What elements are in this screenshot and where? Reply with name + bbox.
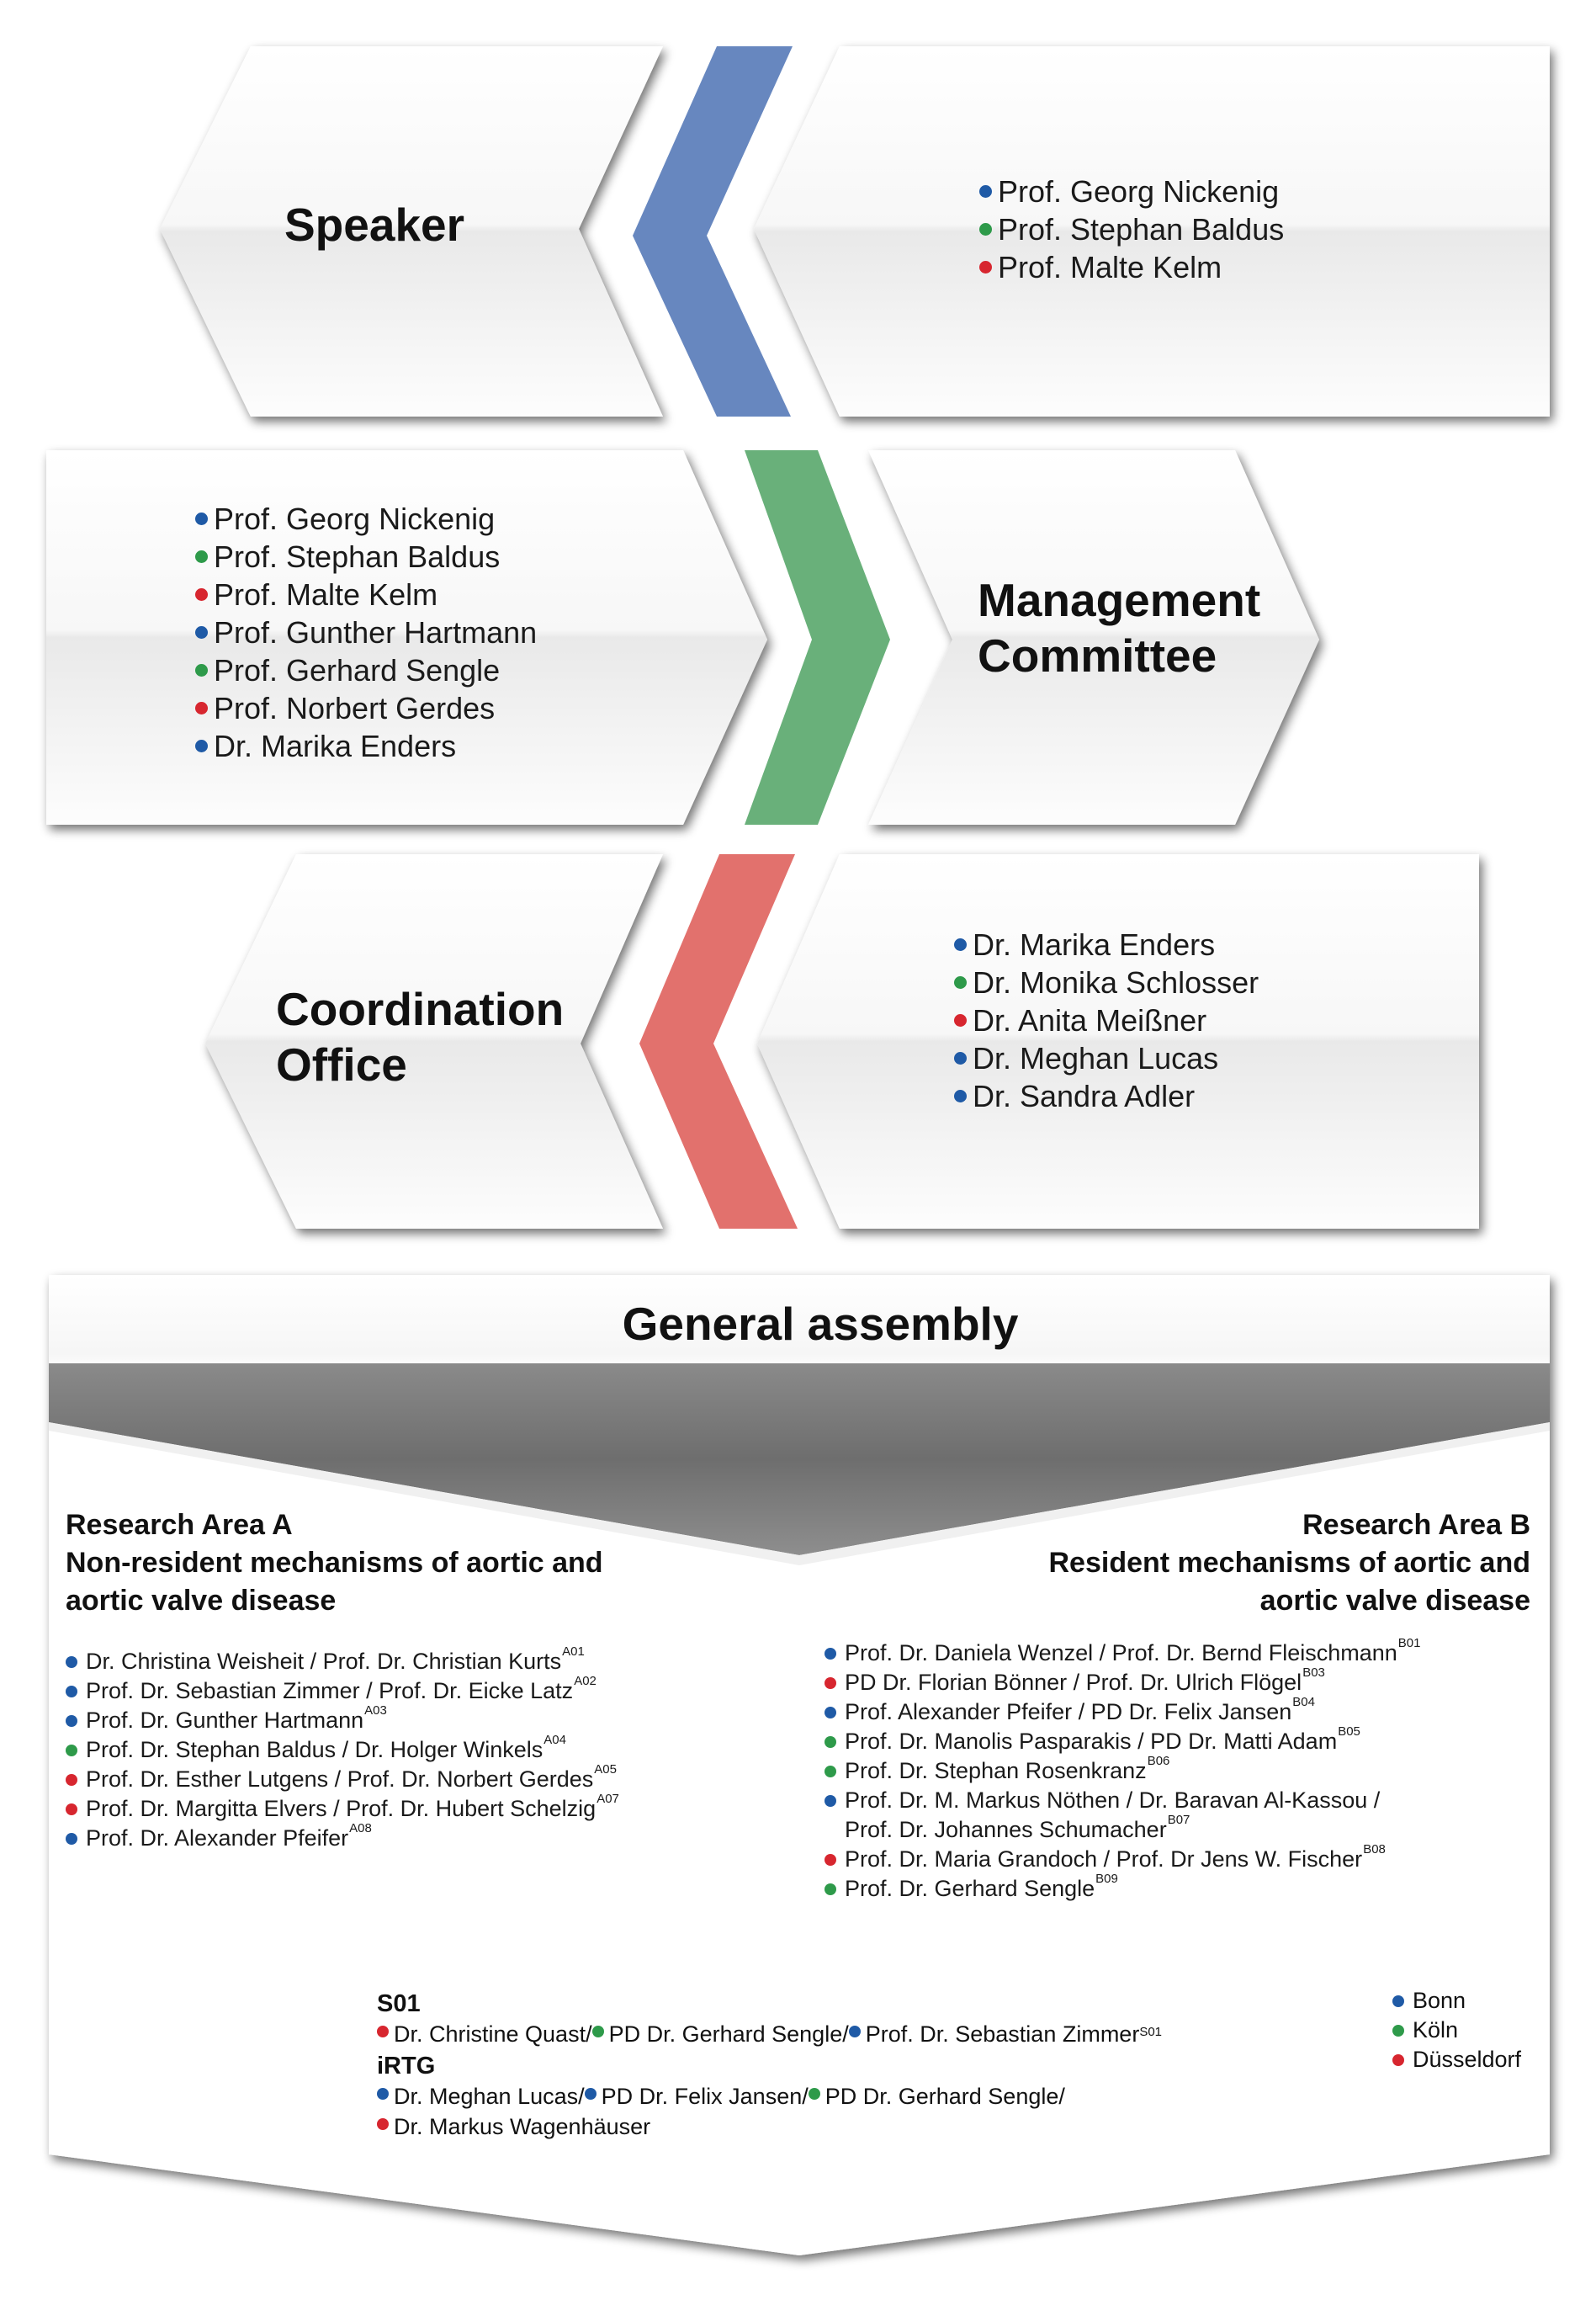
research-area-a-subtitle-line1: Non-resident mechanisms of aortic and: [66, 1547, 603, 1579]
general-assembly-title: General assembly: [622, 1298, 1019, 1350]
management-member: [195, 651, 537, 689]
research-area-b-label: Research Area B: [1302, 1509, 1530, 1541]
project-item: [825, 1724, 1420, 1756]
person-entry: [585, 2084, 809, 2109]
project-investigators: Prof. Dr. Sebastian Zimmer / Prof. Dr. Eicke Latz: [86, 1678, 574, 1703]
coordination-member-list: [954, 926, 1259, 1115]
site-dot-icon: [825, 1677, 836, 1689]
legend-label: Köln: [1413, 2017, 1459, 2042]
coordination-member: [954, 1039, 1259, 1077]
management-member-name: Prof. Norbert Gerdes: [214, 691, 496, 725]
project-item: [66, 1703, 619, 1735]
coordination-member-name: Dr. Meghan Lucas: [973, 1041, 1219, 1076]
site-dot-icon: [825, 1883, 836, 1895]
site-dot-icon: [377, 2118, 389, 2130]
project-item: [66, 1762, 619, 1794]
management-member: [195, 576, 537, 614]
management-title-line1: Management: [978, 574, 1261, 626]
speaker-member-name: Prof. Stephan Baldus: [998, 212, 1285, 247]
site-dot-icon: [825, 1795, 836, 1807]
project-investigators: Prof. Dr. Alexander Pfeifer: [86, 1825, 349, 1851]
site-dot-icon: [195, 664, 208, 677]
project-item: [66, 1644, 619, 1676]
speaker-member-name: Prof. Georg Nickenig: [998, 174, 1280, 209]
site-dot-icon: [849, 2026, 861, 2037]
project-investigators: Prof. Dr. Esther Lutgens / Prof. Dr. Norbert Gerdes: [86, 1766, 594, 1792]
project-code: B08: [1363, 1842, 1386, 1856]
project-item: [825, 1665, 1420, 1697]
management-member-name: Prof. Gerhard Sengle: [214, 653, 501, 688]
person-entry: [592, 2021, 849, 2047]
coordination-member-name: Dr. Sandra Adler: [973, 1079, 1196, 1113]
site-dot-icon: [954, 1052, 967, 1065]
coordination-member-name: Dr. Monika Schlosser: [973, 965, 1259, 1000]
site-dot-icon: [377, 2026, 389, 2037]
person-name: Dr. Christine Quast/: [394, 2021, 592, 2047]
management-member: [195, 614, 537, 651]
project-item: [825, 1842, 1420, 1874]
research-area-b-subtitle-line2: aortic valve disease: [1259, 1585, 1530, 1617]
person-entry: [809, 2084, 1065, 2109]
site-dot-icon: [195, 550, 208, 563]
management-green-band: [745, 450, 890, 825]
research-area-b-subtitle-line1: Resident mechanisms of aortic and: [1048, 1547, 1530, 1579]
speaker-member-list: [979, 173, 1284, 286]
site-dot-icon: [825, 1736, 836, 1748]
irtg-label: iRTG: [377, 2053, 436, 2080]
person-entry: [377, 2114, 650, 2139]
site-dot-icon: [825, 1648, 836, 1660]
project-item: [66, 1821, 619, 1853]
project-code: B06: [1147, 1754, 1170, 1768]
coordination-title-line1: Coordination: [276, 983, 565, 1035]
legend-item: [1392, 1986, 1521, 2016]
person-name: Prof. Dr. Sebastian Zimmer: [865, 2021, 1140, 2047]
legend-item: [1392, 2016, 1521, 2045]
legend-label: Bonn: [1413, 1988, 1466, 2013]
project-item: [66, 1794, 619, 1824]
management-title: [978, 572, 1260, 683]
management-member-name: Dr. Marika Enders: [214, 729, 457, 763]
project-code: A05: [594, 1762, 617, 1777]
research-area-a-heading: [66, 1506, 603, 1620]
project-investigators: Prof. Dr. Gunther Hartmann: [86, 1708, 364, 1733]
site-dot-icon: [979, 223, 992, 236]
project-code: B04: [1292, 1695, 1315, 1709]
research-area-a-subtitle-line2: aortic valve disease: [66, 1585, 337, 1617]
site-dot-icon: [66, 1803, 77, 1815]
project-code: A03: [364, 1703, 387, 1718]
coordination-member: [954, 964, 1259, 1001]
site-legend: [1392, 1986, 1521, 2074]
management-member: [195, 500, 537, 538]
site-dot-icon: [809, 2088, 820, 2100]
management-member-list: [195, 500, 537, 765]
management-member: [195, 538, 537, 576]
project-item: [825, 1786, 1420, 1845]
irtg-people-row-1: [377, 2081, 1162, 2111]
person-name: Dr. Meghan Lucas/: [394, 2084, 585, 2109]
legend-label: Düsseldorf: [1413, 2047, 1522, 2072]
project-item: [825, 1874, 1420, 1904]
site-dot-icon: [195, 588, 208, 601]
site-dot-icon: [979, 185, 992, 198]
project-item: [825, 1697, 1420, 1727]
site-dot-icon: [954, 1014, 967, 1027]
site-dot-icon: [66, 1833, 77, 1845]
site-dot-icon: [195, 513, 208, 525]
project-code: A07: [597, 1792, 619, 1806]
research-area-b-heading: [1049, 1506, 1531, 1620]
project-investigators-continued: Prof. Dr. Johannes Schumacher$^{B07}$: [845, 1813, 1190, 1842]
coordination-member: [954, 1077, 1259, 1115]
site-dot-icon: [954, 938, 967, 951]
site-dot-icon: [585, 2088, 597, 2100]
site-dot-icon: [66, 1774, 77, 1786]
project-code: B05: [1338, 1724, 1360, 1739]
project-code: B01: [1397, 1636, 1421, 1650]
speaker-member: [979, 248, 1284, 286]
project-code: A04: [543, 1733, 566, 1747]
person-name: PD Dr. Gerhard Sengle/: [608, 2021, 849, 2047]
speaker-member: [979, 210, 1284, 248]
site-dot-icon: [825, 1707, 836, 1718]
project-investigators: Prof. Dr. Manolis Pasparakis / PD Dr. Matti Adam: [845, 1729, 1338, 1754]
site-dot-icon: [195, 626, 208, 639]
site-dot-icon: [592, 2026, 604, 2037]
s01-irtg-block: [377, 1989, 1162, 2142]
project-code: S01: [1139, 2025, 1163, 2039]
management-member: [195, 727, 537, 765]
person-name: PD Dr. Felix Jansen/: [601, 2084, 809, 2109]
site-dot-icon: [195, 740, 208, 752]
s01-people-row: [377, 2019, 1162, 2049]
s01-label: S01: [377, 1990, 421, 2017]
site-dot-icon: [825, 1854, 836, 1866]
management-member-name: Prof. Malte Kelm: [214, 577, 438, 612]
coordination-title-line2: Office: [276, 1038, 407, 1091]
project-investigators: Prof. Dr. Stephan Baldus / Dr. Holger Winkels: [86, 1737, 543, 1762]
site-dot-icon: [377, 2088, 389, 2100]
project-item: [66, 1735, 619, 1765]
project-item: [825, 1636, 1421, 1668]
project-code: A02: [574, 1674, 597, 1688]
site-dot-icon: [1392, 1995, 1404, 2007]
project-investigators: Prof. Dr. Margitta Elvers / Prof. Dr. Hubert Schelzig: [86, 1796, 597, 1821]
site-dot-icon: [66, 1686, 77, 1697]
site-dot-icon: [954, 976, 967, 989]
site-dot-icon: [66, 1715, 77, 1727]
research-area-a-label: Research Area A: [66, 1509, 293, 1541]
management-member-name: Prof. Georg Nickenig: [214, 502, 496, 536]
coordination-member-name: Dr. Anita Meißner: [973, 1003, 1207, 1038]
coordination-title: [276, 981, 564, 1092]
project-investigators: Prof. Dr. Gerhard Sengle: [845, 1876, 1095, 1901]
coordination-member-name: Dr. Marika Enders: [973, 927, 1216, 962]
management-title-line2: Committee: [978, 629, 1217, 682]
project-code: A08: [349, 1821, 372, 1835]
management-member-name: Prof. Gunther Hartmann: [214, 615, 538, 650]
site-dot-icon: [66, 1656, 77, 1668]
project-code: A01: [562, 1644, 585, 1659]
research-area-a-project-list: [66, 1644, 619, 1853]
project-investigators: Prof. Dr. Stephan Rosenkranz: [845, 1758, 1147, 1783]
site-dot-icon: [954, 1090, 967, 1102]
person-entry: [377, 2084, 585, 2109]
person-name: Dr. Markus Wagenhäuser: [394, 2114, 651, 2139]
project-investigators: Prof. Dr. M. Markus Nöthen / Dr. Baravan Al-Kassou /: [845, 1787, 1381, 1813]
site-dot-icon: [195, 702, 208, 714]
site-dot-icon: [979, 261, 992, 274]
project-code: B07: [1167, 1813, 1190, 1827]
management-member-name: Prof. Stephan Baldus: [214, 539, 501, 574]
legend-item: [1392, 2045, 1521, 2074]
project-investigators: PD Dr. Florian Bönner / Prof. Dr. Ulrich Flögel: [845, 1670, 1302, 1695]
person-entry: [849, 2021, 1140, 2047]
project-item: [66, 1676, 619, 1706]
project-code: B03: [1302, 1665, 1325, 1680]
project-investigators: Prof. Alexander Pfeifer / PD Dr. Felix Jansen: [845, 1699, 1292, 1724]
management-member: [195, 689, 537, 727]
irtg-people-row-2: [377, 2111, 1162, 2142]
project-investigators: Prof. Dr. Daniela Wenzel / Prof. Dr. Bernd Fleischmann: [845, 1640, 1397, 1665]
research-area-b-project-list: [825, 1636, 1421, 1904]
project-investigators: Prof. Dr. Maria Grandoch / Prof. Dr Jens W. Fischer: [845, 1846, 1363, 1872]
person-entry: [377, 2021, 592, 2047]
speaker-title: Speaker: [284, 199, 465, 251]
coordination-member: [954, 1001, 1259, 1039]
project-code: B09: [1095, 1872, 1118, 1886]
person-name: PD Dr. Gerhard Sengle/: [825, 2084, 1065, 2109]
speaker-member: [979, 173, 1284, 210]
site-dot-icon: [825, 1766, 836, 1777]
site-dot-icon: [1392, 2025, 1404, 2037]
site-dot-icon: [66, 1745, 77, 1756]
project-investigators: Dr. Christina Weisheit / Prof. Dr. Christian Kurts: [86, 1649, 562, 1674]
coordination-member: [954, 926, 1259, 964]
site-dot-icon: [1392, 2054, 1404, 2066]
project-item: [825, 1756, 1420, 1786]
speaker-member-name: Prof. Malte Kelm: [998, 250, 1222, 284]
